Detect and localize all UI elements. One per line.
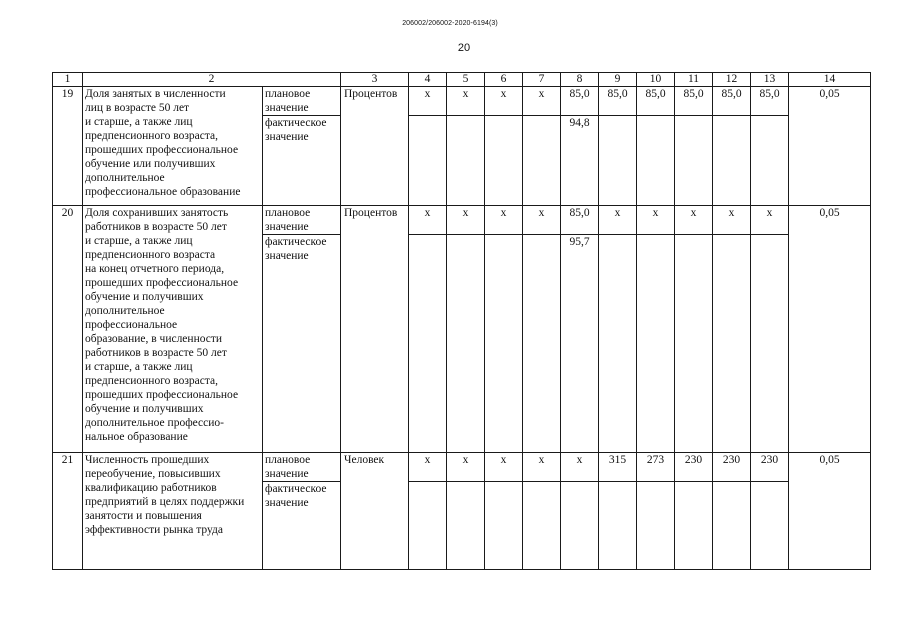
fact-value-cell [675, 116, 713, 206]
plan-label-cell: плановое значение [263, 453, 341, 482]
fact-value-cell [599, 116, 637, 206]
fact-value-cell [675, 482, 713, 570]
header-cell: 3 [341, 73, 409, 87]
plan-value-cell: 85,0 [675, 87, 713, 116]
plan-value-cell: 230 [751, 453, 789, 482]
plan-value-cell: х [751, 206, 789, 235]
fact-value-cell [637, 235, 675, 453]
fact-value-cell [561, 482, 599, 570]
fact-label-cell: фактическое значение [263, 235, 341, 453]
plan-value-cell: х [561, 453, 599, 482]
fact-value-cell [485, 482, 523, 570]
header-cell: 1 [53, 73, 83, 87]
fact-value-cell [409, 482, 447, 570]
row-number-cell: 20 [53, 206, 83, 453]
plan-value-cell: х [447, 453, 485, 482]
plan-value-cell: х [485, 206, 523, 235]
fact-label-cell: фактическое значение [263, 482, 341, 570]
table-row-plan [53, 87, 871, 116]
fact-value-cell [409, 116, 447, 206]
header-cell: 13 [751, 73, 789, 87]
plan-value-cell: 85,0 [561, 87, 599, 116]
row-number-cell: 21 [53, 453, 83, 570]
header-cell: 14 [789, 73, 871, 87]
header-cell: 11 [675, 73, 713, 87]
plan-value-cell: 230 [713, 453, 751, 482]
fact-value-cell [713, 482, 751, 570]
fact-value-cell [637, 482, 675, 570]
fact-value-cell [599, 482, 637, 570]
weight-cell: 0,05 [789, 206, 871, 453]
unit-cell: Процентов [341, 206, 409, 453]
plan-value-cell: 230 [675, 453, 713, 482]
fact-value-cell [713, 116, 751, 206]
weight-cell: 0,05 [789, 453, 871, 570]
row-number-cell: 19 [53, 87, 83, 206]
fact-value-cell [713, 235, 751, 453]
header-cell: 10 [637, 73, 675, 87]
plan-value-cell: х [675, 206, 713, 235]
plan-value-cell: х [409, 87, 447, 116]
table-row-plan [53, 206, 871, 235]
page-number: 20 [457, 42, 471, 54]
fact-value-cell [485, 235, 523, 453]
plan-value-cell: х [523, 453, 561, 482]
plan-value-cell: 85,0 [713, 87, 751, 116]
plan-value-cell: х [447, 87, 485, 116]
plan-value-cell: 273 [637, 453, 675, 482]
fact-value-cell [523, 116, 561, 206]
plan-value-cell: 315 [599, 453, 637, 482]
fact-value-cell [599, 235, 637, 453]
fact-value-cell [523, 235, 561, 453]
plan-value-cell: х [485, 453, 523, 482]
fact-value-cell [751, 235, 789, 453]
weight-cell: 0,05 [789, 87, 871, 206]
header-cell: 9 [599, 73, 637, 87]
plan-value-cell: х [523, 87, 561, 116]
fact-value-cell [447, 482, 485, 570]
fact-value-cell [751, 116, 789, 206]
indicator-name-cell: Доля сохранивших занятость работников в возрасте 50 лет и старше, а также лиц предпенсионного возраста на конец отчетного периода, прошедших профессиональное обучение и получивших дополнительное профессиональное образование, в численности работников в возрасте 50 лет и старше, а также лиц предпенсионного возраста, прошедших профессиональное обучение и получивших дополнительное профессио- нальное образование [83, 206, 263, 453]
plan-value-cell: х [409, 206, 447, 235]
fact-label-cell: фактическое значение [263, 116, 341, 206]
fact-value-cell [675, 235, 713, 453]
fact-value-cell [751, 482, 789, 570]
fact-value-cell [523, 482, 561, 570]
header-cell: 7 [523, 73, 561, 87]
plan-value-cell: х [485, 87, 523, 116]
plan-value-cell: х [637, 206, 675, 235]
fact-value-cell [447, 235, 485, 453]
document-id: 206002/206002-2020-6194(3) [402, 20, 498, 27]
plan-value-cell: 85,0 [561, 206, 599, 235]
indicators-table [52, 72, 871, 570]
plan-value-cell: х [713, 206, 751, 235]
plan-value-cell: х [599, 206, 637, 235]
header-cell: 5 [447, 73, 485, 87]
header-cell: 6 [485, 73, 523, 87]
unit-cell: Процентов [341, 87, 409, 206]
plan-value-cell: 85,0 [599, 87, 637, 116]
header-cell: 12 [713, 73, 751, 87]
fact-value-cell [485, 116, 523, 206]
plan-value-cell: х [409, 453, 447, 482]
indicator-name-cell: Численность прошедших переобучение, повысивших квалификацию работников предприятий в целях поддержки занятости и повышения эффективности рынка труда [83, 453, 263, 570]
table-row-plan [53, 453, 871, 482]
table-header-row [53, 73, 871, 87]
header-cell: 4 [409, 73, 447, 87]
fact-value-cell: 94,8 [561, 116, 599, 206]
plan-value-cell: 85,0 [751, 87, 789, 116]
unit-cell: Человек [341, 453, 409, 570]
plan-label-cell: плановое значение [263, 206, 341, 235]
fact-value-cell: 95,7 [561, 235, 599, 453]
header-cell: 2 [83, 73, 341, 87]
plan-value-cell: х [523, 206, 561, 235]
plan-value-cell: х [447, 206, 485, 235]
fact-value-cell [447, 116, 485, 206]
indicator-name-cell: Доля занятых в численности лиц в возрасте 50 лет и старше, а также лиц предпенсионного возраста, прошедших профессиональное обучение или получивших дополнительное профессиональное образование [83, 87, 263, 206]
plan-label-cell: плановое значение [263, 87, 341, 116]
header-cell: 8 [561, 73, 599, 87]
fact-value-cell [637, 116, 675, 206]
plan-value-cell: 85,0 [637, 87, 675, 116]
fact-value-cell [409, 235, 447, 453]
